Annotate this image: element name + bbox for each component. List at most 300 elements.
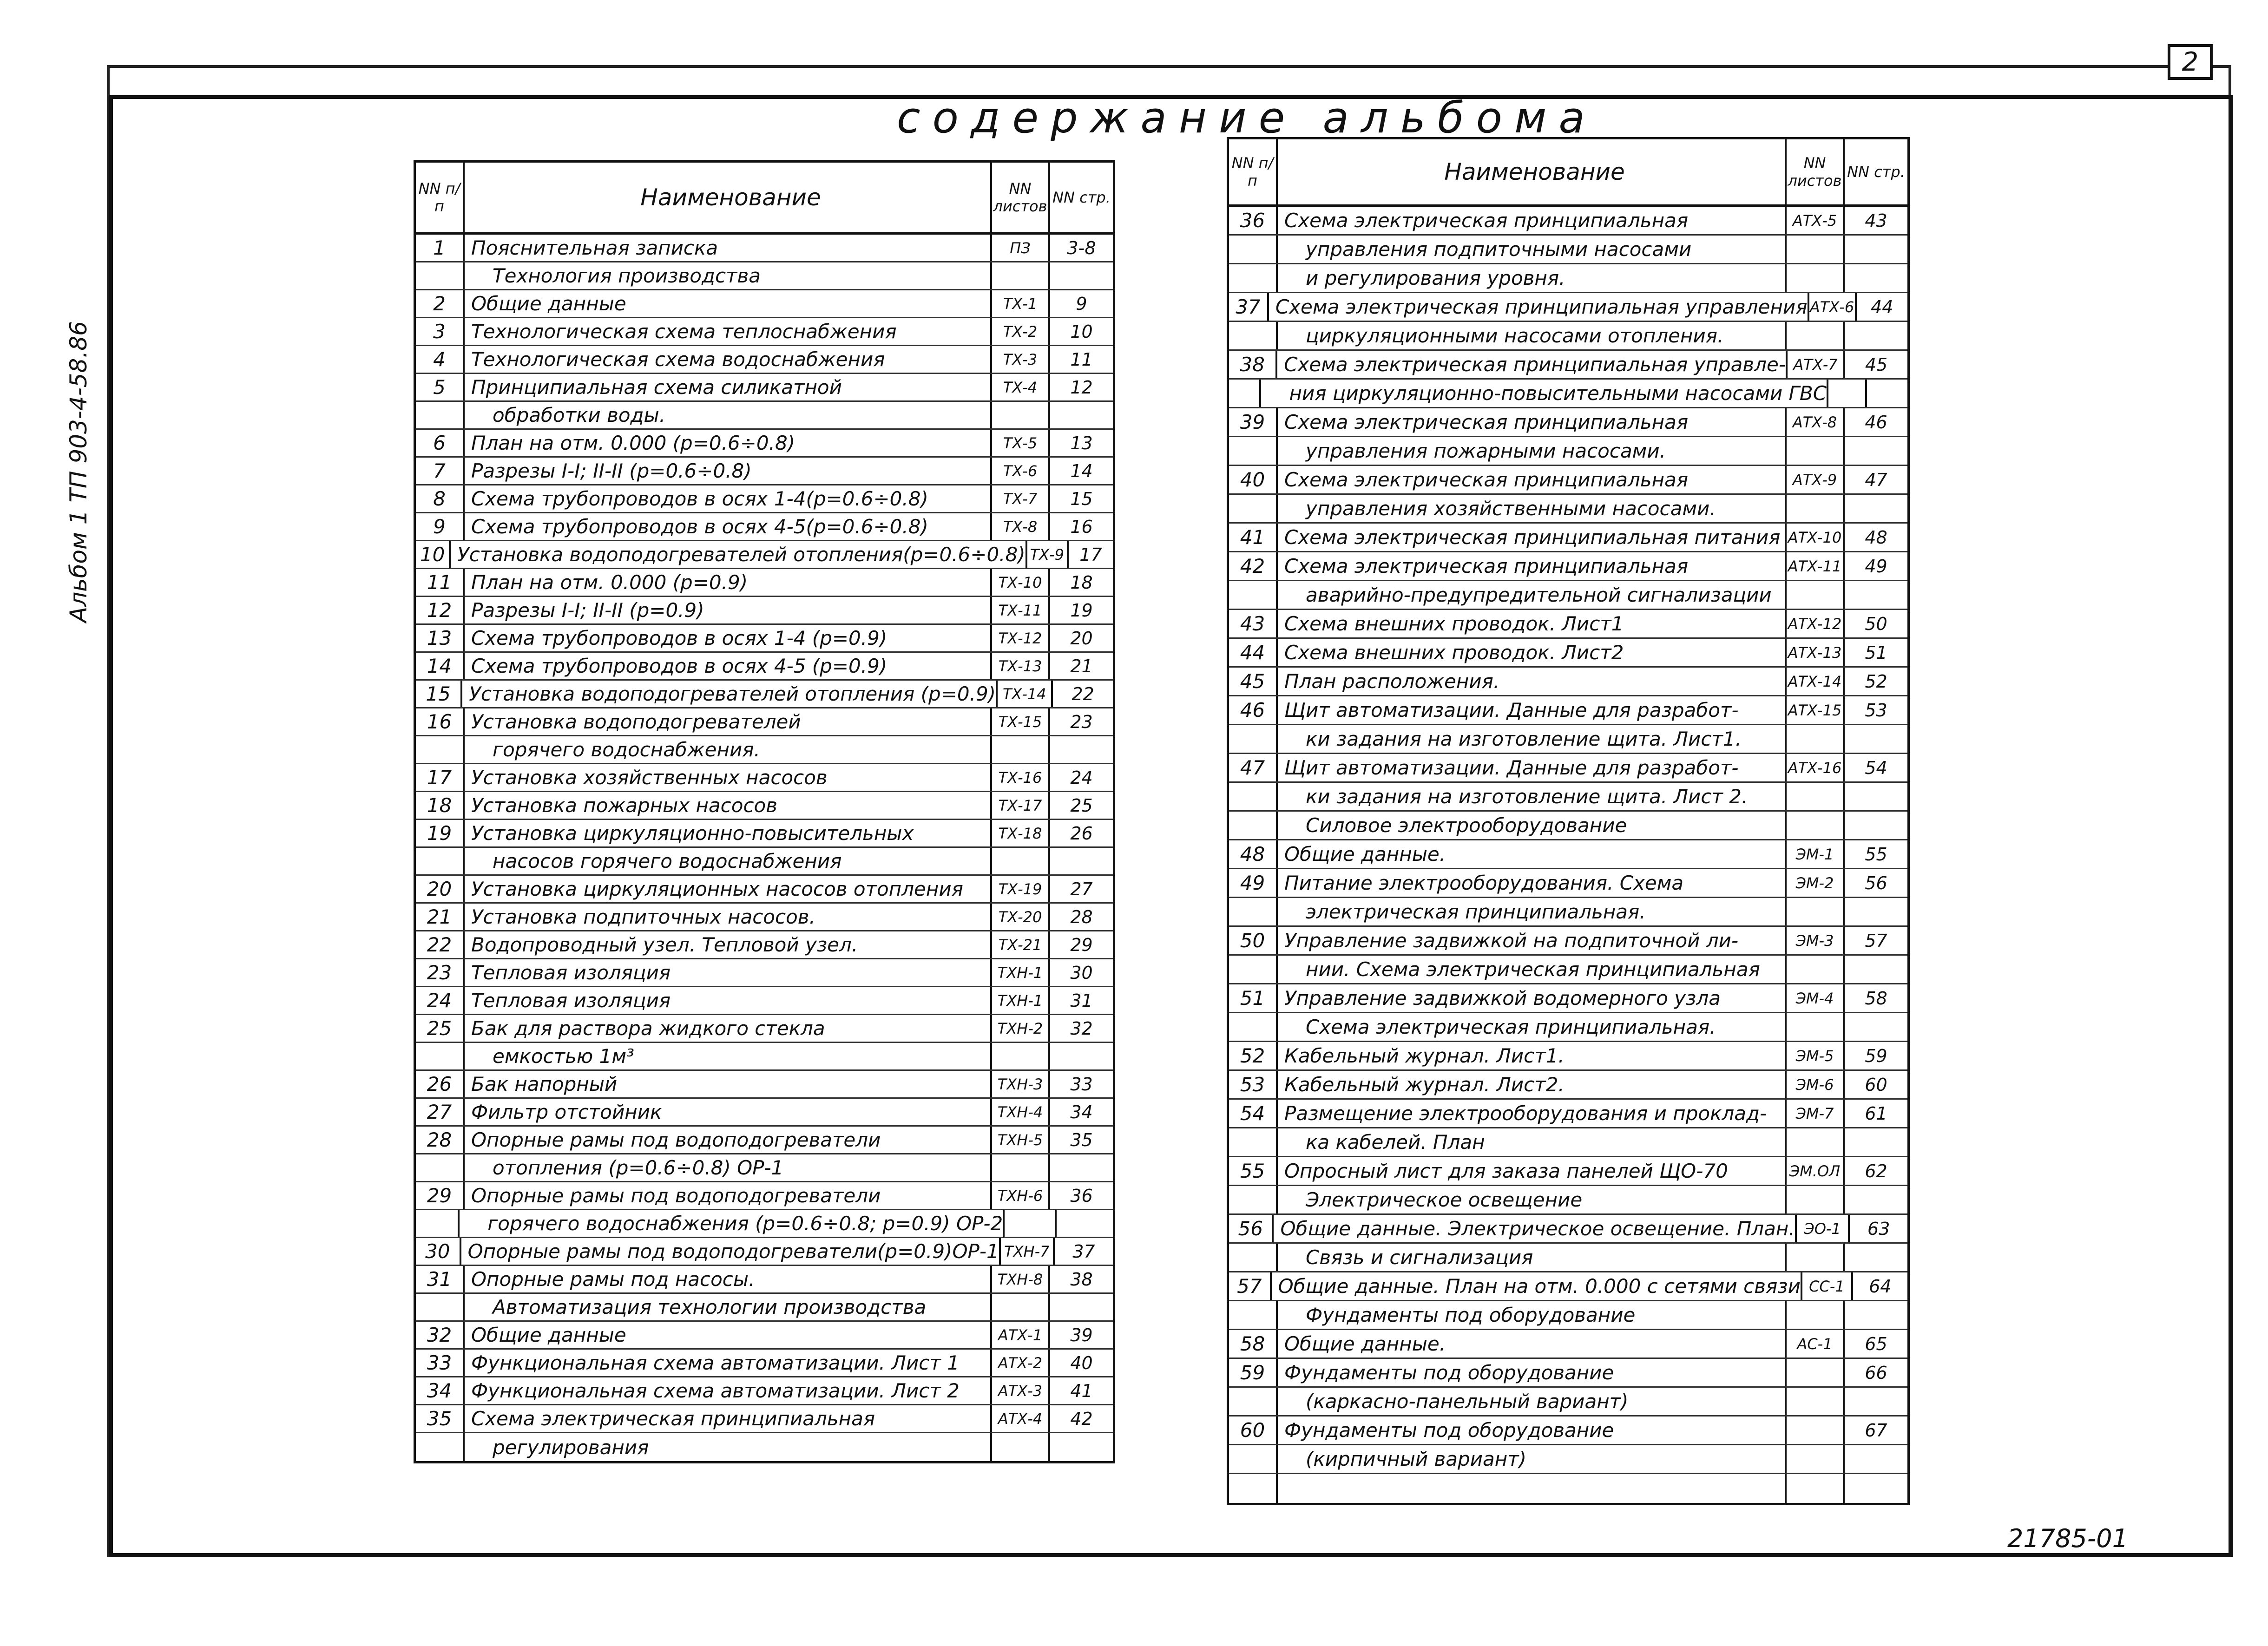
row-number: 53 xyxy=(1229,1071,1278,1098)
row-name: Опорные рамы под насосы. xyxy=(465,1266,992,1292)
row-sheet-code: ТХ-16 xyxy=(992,764,1050,791)
row-sheet-code: ЭО-1 xyxy=(1797,1215,1850,1242)
row-page: 51 xyxy=(1865,642,1887,663)
row-page: 12 xyxy=(1070,377,1093,398)
table-row xyxy=(416,1294,1113,1322)
row-page: 23 xyxy=(1070,711,1093,732)
row-name: Технология производства xyxy=(465,262,992,289)
row-number: 44 xyxy=(1229,639,1278,666)
table-row xyxy=(1229,984,1907,1013)
row-page: 52 xyxy=(1865,671,1887,692)
table-row xyxy=(1229,639,1907,668)
row-number: 32 xyxy=(416,1322,465,1348)
table-row xyxy=(1229,956,1907,984)
row-sheet-code: АТХ-15 xyxy=(1787,696,1845,724)
row-page: 46 xyxy=(1865,412,1887,433)
row-number: 24 xyxy=(416,987,465,1014)
row-number xyxy=(1229,898,1278,925)
row-number xyxy=(1229,264,1278,292)
row-name: Схема электрическая принципиальная xyxy=(1278,408,1787,436)
table-row xyxy=(1229,466,1907,495)
row-name: Схема электрическая принципиальная xyxy=(1278,207,1787,234)
table-row xyxy=(416,1238,1113,1266)
row-sheet-code: ТХ-1 xyxy=(992,290,1050,317)
row-sheet-code: АТХ-14 xyxy=(1787,668,1845,695)
row-page: 32 xyxy=(1070,1018,1093,1039)
row-name: Установка хозяйственных насосов xyxy=(465,764,992,791)
table-row xyxy=(416,876,1113,904)
row-page: 57 xyxy=(1865,930,1887,951)
row-sheet-code xyxy=(992,1433,1050,1461)
row-name: Силовое электрооборудование xyxy=(1278,812,1787,839)
table-row xyxy=(1229,1388,1907,1416)
row-page xyxy=(1845,1445,1907,1473)
row-number: 7 xyxy=(416,458,465,484)
table-row xyxy=(1229,264,1907,293)
row-page: 28 xyxy=(1070,906,1093,927)
row-sheet-code: ТХ-19 xyxy=(992,876,1050,902)
row-page: 16 xyxy=(1070,516,1093,537)
row-name: Общие данные. План на отм. 0.000 с сетями связи xyxy=(1272,1272,1802,1300)
row-name: Схема трубопроводов в осях 4-5 (р=0.9) xyxy=(465,653,992,679)
row-page xyxy=(1845,1474,1907,1503)
row-page: 9 xyxy=(1076,293,1087,314)
row-number xyxy=(1229,1013,1278,1041)
row-page: 10 xyxy=(1070,321,1093,342)
row-sheet-code: ТХН-6 xyxy=(992,1182,1050,1209)
row-number: 26 xyxy=(416,1071,465,1097)
table-row xyxy=(1229,1474,1907,1503)
row-page: 40 xyxy=(1070,1352,1093,1373)
document-number: 21785-01 xyxy=(2007,1524,2128,1553)
row-number: 8 xyxy=(416,485,465,512)
row-sheet-code: ТХН-7 xyxy=(1001,1238,1055,1265)
table-row xyxy=(1229,380,1907,408)
row-page: 60 xyxy=(1865,1074,1887,1095)
row-page: 31 xyxy=(1070,990,1093,1011)
table-row xyxy=(1229,495,1907,524)
row-page: 35 xyxy=(1070,1129,1093,1150)
row-sheet-code: ЭМ-5 xyxy=(1787,1042,1845,1069)
row-number: 6 xyxy=(416,430,465,456)
row-name: Пояснительная записка xyxy=(465,235,992,261)
table-row xyxy=(416,1433,1113,1461)
table-row xyxy=(416,708,1113,736)
row-number: 15 xyxy=(416,681,462,707)
row-number: 42 xyxy=(1229,552,1278,580)
row-page xyxy=(1867,380,1908,407)
row-sheet-code xyxy=(1787,1359,1845,1386)
table-row xyxy=(1229,754,1907,783)
table-row xyxy=(1229,668,1907,696)
row-number: 17 xyxy=(416,764,465,791)
row-number: 2 xyxy=(416,290,465,317)
row-sheet-code: ТХ-8 xyxy=(992,513,1050,540)
row-name: управления хозяйственными насосами. xyxy=(1278,495,1787,522)
row-sheet-code: АТХ-7 xyxy=(1788,351,1845,378)
row-sheet-code: ТХ-10 xyxy=(992,569,1050,596)
row-sheet-code xyxy=(1787,322,1845,349)
row-name: Принципиальная схема силикатной xyxy=(465,374,992,400)
table-row xyxy=(416,736,1113,764)
row-sheet-code: АТХ-2 xyxy=(992,1350,1050,1376)
row-number: 55 xyxy=(1229,1157,1278,1185)
row-page xyxy=(1845,322,1907,349)
table-row xyxy=(1229,898,1907,927)
row-number: 20 xyxy=(416,876,465,902)
table-row xyxy=(1229,1301,1907,1330)
row-page: 43 xyxy=(1865,210,1887,231)
table-row xyxy=(1229,1244,1907,1272)
row-name: циркуляционными насосами отопления. xyxy=(1278,322,1787,349)
row-sheet-code xyxy=(992,262,1050,289)
row-number xyxy=(1229,322,1278,349)
row-name: Фундаменты под оборудование xyxy=(1278,1416,1787,1444)
page-title: содержание альбома xyxy=(897,93,1597,143)
row-number xyxy=(1229,725,1278,753)
table-row xyxy=(416,1405,1113,1433)
row-page: 20 xyxy=(1070,628,1093,649)
row-name: обработки воды. xyxy=(465,402,992,428)
table-row xyxy=(1229,610,1907,639)
row-page: 48 xyxy=(1865,527,1887,548)
table-row xyxy=(1229,351,1907,380)
row-page: 45 xyxy=(1865,354,1888,375)
row-name: Общие данные xyxy=(465,1322,992,1348)
row-sheet-code: ТХН-3 xyxy=(992,1071,1050,1097)
row-page: 67 xyxy=(1865,1420,1887,1441)
row-page: 62 xyxy=(1865,1161,1887,1181)
row-sheet-code xyxy=(1787,1388,1845,1415)
row-page: 36 xyxy=(1070,1185,1093,1206)
row-number: 5 xyxy=(416,374,465,400)
row-number: 46 xyxy=(1229,696,1278,724)
row-sheet-code xyxy=(1787,495,1845,522)
row-page: 50 xyxy=(1865,613,1887,634)
table-row xyxy=(416,1043,1113,1071)
header-no: NN п/п xyxy=(1229,139,1278,204)
row-sheet-code: ТХ-15 xyxy=(992,708,1050,735)
row-number: 34 xyxy=(416,1377,465,1404)
row-number: 47 xyxy=(1229,754,1278,781)
row-name: отопления (р=0.6÷0.8) ОР-1 xyxy=(465,1154,992,1181)
row-name: Размещение электрооборудования и проклад- xyxy=(1278,1100,1787,1127)
row-page: 15 xyxy=(1070,488,1093,509)
row-page xyxy=(1845,1301,1907,1329)
row-sheet-code xyxy=(992,1154,1050,1181)
row-number: 27 xyxy=(416,1099,465,1125)
row-number xyxy=(1229,495,1278,522)
row-page: 44 xyxy=(1871,296,1893,317)
row-number: 22 xyxy=(416,931,465,958)
row-name: Фундаменты под оборудование xyxy=(1278,1359,1787,1386)
row-number: 3 xyxy=(416,318,465,345)
table-row xyxy=(1229,927,1907,956)
row-sheet-code xyxy=(1787,1128,1845,1156)
row-name: Схема внешних проводок. Лист2 xyxy=(1278,639,1787,666)
table-row xyxy=(1229,437,1907,466)
row-sheet-code: АТХ-6 xyxy=(1809,293,1857,321)
row-page: 42 xyxy=(1070,1408,1093,1429)
row-name: Общие данные. xyxy=(1278,1330,1787,1357)
table-row xyxy=(1229,840,1907,869)
row-page xyxy=(1050,1294,1113,1320)
row-sheet-code: ТХН-1 xyxy=(992,959,1050,986)
row-page: 58 xyxy=(1865,988,1887,1009)
row-name: электрическая принципиальная. xyxy=(1278,898,1787,925)
row-number: 56 xyxy=(1229,1215,1274,1242)
table-row xyxy=(416,820,1113,848)
row-name: Функциональная схема автоматизации. Лист 1 xyxy=(465,1350,992,1376)
row-page xyxy=(1845,725,1907,753)
row-sheet-code: АТХ-12 xyxy=(1787,610,1845,637)
row-number xyxy=(1229,1388,1278,1415)
row-name: ка кабелей. План xyxy=(1278,1128,1787,1156)
row-page: 66 xyxy=(1865,1362,1887,1383)
row-sheet-code: ЭМ.ОЛ xyxy=(1787,1157,1845,1185)
row-sheet-code: ТХН-1 xyxy=(992,987,1050,1014)
row-name: Схема электрическая принципиальная xyxy=(1278,466,1787,493)
row-name: Установка циркуляционно-повысительных xyxy=(465,820,992,846)
row-number: 54 xyxy=(1229,1100,1278,1127)
row-sheet-code: ЭМ-6 xyxy=(1787,1071,1845,1098)
table-row xyxy=(1229,1445,1907,1474)
table-row xyxy=(416,597,1113,625)
row-number xyxy=(1229,1186,1278,1213)
row-name: Схема электрическая принципиальная управле- xyxy=(1277,351,1788,378)
row-name: Схема электрическая принципиальная. xyxy=(1278,1013,1787,1041)
table-row xyxy=(1229,783,1907,812)
row-number: 58 xyxy=(1229,1330,1278,1357)
table-row xyxy=(1229,293,1907,322)
row-sheet-code xyxy=(1787,1301,1845,1329)
row-page: 24 xyxy=(1070,767,1093,788)
row-sheet-code: АС-1 xyxy=(1787,1330,1845,1357)
row-name: Технологическая схема водоснабжения xyxy=(465,346,992,373)
row-page: 19 xyxy=(1070,600,1093,621)
row-name: Схема трубопроводов в осях 4-5(р=0.6÷0.8) xyxy=(465,513,992,540)
table-row xyxy=(416,513,1113,541)
row-name: Схема электрическая принципиальная xyxy=(465,1405,992,1432)
table-row xyxy=(416,653,1113,681)
row-name: Кабельный журнал. Лист2. xyxy=(1278,1071,1787,1098)
table-row xyxy=(416,1322,1113,1350)
row-page: 41 xyxy=(1070,1380,1093,1401)
row-name: Общие данные. xyxy=(1278,840,1787,868)
row-number: 11 xyxy=(416,569,465,596)
row-number: 21 xyxy=(416,904,465,930)
row-sheet-code: ТХ-7 xyxy=(992,485,1050,512)
table-row xyxy=(1229,1013,1907,1042)
table-header xyxy=(1229,139,1907,207)
table-row xyxy=(1229,1186,1907,1215)
row-name: Установка подпиточных насосов. xyxy=(465,904,992,930)
row-page xyxy=(1050,262,1113,289)
page-number: 2 xyxy=(2168,44,2213,80)
row-sheet-code xyxy=(1787,898,1845,925)
row-number xyxy=(416,402,465,428)
row-name: Схема трубопроводов в осях 1-4 (р=0.9) xyxy=(465,625,992,651)
row-number xyxy=(1229,581,1278,609)
row-name: Бак для раствора жидкого стекла xyxy=(465,1015,992,1042)
table-row xyxy=(416,764,1113,792)
row-page xyxy=(1057,1210,1113,1237)
row-sheet-code: ТХ-2 xyxy=(992,318,1050,345)
row-sheet-code: АТХ-4 xyxy=(992,1405,1050,1432)
row-sheet-code: ТХ-20 xyxy=(992,904,1050,930)
row-page xyxy=(1845,1013,1907,1041)
table-row xyxy=(416,792,1113,820)
row-number: 12 xyxy=(416,597,465,623)
row-number: 43 xyxy=(1229,610,1278,637)
table-row xyxy=(416,904,1113,931)
row-sheet-code xyxy=(1787,236,1845,263)
row-name: Схема электрическая принципиальная управления xyxy=(1269,293,1809,321)
table-row xyxy=(416,1377,1113,1405)
row-name: Схема внешних проводок. Лист1 xyxy=(1278,610,1787,637)
table-row xyxy=(416,848,1113,876)
table-row xyxy=(416,1154,1113,1182)
table-header xyxy=(416,163,1113,235)
row-page: 11 xyxy=(1070,349,1093,370)
row-name: Тепловая изоляция xyxy=(465,987,992,1014)
table-row xyxy=(416,1071,1113,1099)
table-row xyxy=(1229,1100,1907,1128)
row-name: План на отм. 0.000 (р=0.9) xyxy=(465,569,992,596)
row-page: 21 xyxy=(1070,656,1093,676)
row-page xyxy=(1845,1244,1907,1271)
row-page xyxy=(1845,1388,1907,1415)
row-number: 39 xyxy=(1229,408,1278,436)
row-sheet-code: ТХ-12 xyxy=(992,625,1050,651)
table-body xyxy=(416,235,1113,1461)
row-sheet-code xyxy=(992,1043,1050,1069)
row-name: План на отм. 0.000 (р=0.6÷0.8) xyxy=(465,430,992,456)
row-number: 28 xyxy=(416,1127,465,1153)
row-number xyxy=(1229,437,1278,465)
table-row xyxy=(1229,725,1907,754)
row-name: Водопроводный узел. Тепловой узел. xyxy=(465,931,992,958)
header-no: NN п/п xyxy=(416,163,465,232)
row-name: План расположения. xyxy=(1278,668,1787,695)
row-number xyxy=(416,848,465,874)
table-row xyxy=(416,458,1113,485)
table-row xyxy=(1229,1128,1907,1157)
table-row xyxy=(416,1099,1113,1127)
row-sheet-code xyxy=(992,1294,1050,1320)
row-name: Опорные рамы под водоподогреватели xyxy=(465,1127,992,1153)
row-name: Функциональная схема автоматизации. Лист 2 xyxy=(465,1377,992,1404)
row-sheet-code: АТХ-16 xyxy=(1787,754,1845,781)
row-page xyxy=(1845,236,1907,263)
row-page: 56 xyxy=(1865,872,1887,893)
row-number: 49 xyxy=(1229,869,1278,897)
row-number: 10 xyxy=(416,541,451,568)
row-number: 57 xyxy=(1229,1272,1272,1300)
table-row xyxy=(416,374,1113,402)
table-row xyxy=(416,1015,1113,1043)
row-page: 39 xyxy=(1070,1325,1093,1345)
row-page: 37 xyxy=(1072,1241,1095,1262)
row-sheet-code: СС-1 xyxy=(1802,1272,1853,1300)
row-number: 25 xyxy=(416,1015,465,1042)
row-page xyxy=(1845,812,1907,839)
row-page xyxy=(1845,783,1907,810)
row-name: и регулирования уровня. xyxy=(1278,264,1787,292)
row-name: Фундаменты под оборудование xyxy=(1278,1301,1787,1329)
row-page xyxy=(1050,402,1113,428)
row-sheet-code: ЭМ-2 xyxy=(1787,869,1845,897)
row-number: 29 xyxy=(416,1182,465,1209)
row-number: 45 xyxy=(1229,668,1278,695)
table-row xyxy=(1229,1157,1907,1186)
row-sheet-code: АТХ-10 xyxy=(1787,524,1845,551)
row-number xyxy=(416,1210,460,1237)
row-page xyxy=(1845,495,1907,522)
row-sheet-code xyxy=(1787,725,1845,753)
table-row xyxy=(416,346,1113,374)
row-number xyxy=(416,262,465,289)
row-sheet-code: ТХ-4 xyxy=(992,374,1050,400)
row-page xyxy=(1845,898,1907,925)
row-name: Бак напорный xyxy=(465,1071,992,1097)
row-sheet-code xyxy=(1787,812,1845,839)
row-name: Технологическая схема теплоснабжения xyxy=(465,318,992,345)
row-number: 35 xyxy=(416,1405,465,1432)
row-name: Связь и сигнализация xyxy=(1278,1244,1787,1271)
row-number: 52 xyxy=(1229,1042,1278,1069)
table-row xyxy=(1229,1215,1907,1244)
table-row xyxy=(1229,552,1907,581)
row-sheet-code xyxy=(1787,1013,1845,1041)
table-row xyxy=(1229,581,1907,610)
header-page: NN стр. xyxy=(1847,163,1905,181)
row-name: (кирпичный вариант) xyxy=(1278,1445,1787,1473)
row-number: 37 xyxy=(1229,293,1269,321)
row-name: управления пожарными насосами. xyxy=(1278,437,1787,465)
row-name: ния циркуляционно-повысительными насосами ГВС xyxy=(1261,380,1828,407)
row-sheet-code: АТХ-5 xyxy=(1787,207,1845,234)
table-row xyxy=(1229,1416,1907,1445)
row-page: 30 xyxy=(1070,962,1093,983)
row-number: 60 xyxy=(1229,1416,1278,1444)
row-sheet-code: ТХ-17 xyxy=(992,792,1050,819)
row-page: 27 xyxy=(1070,879,1093,899)
row-sheet-code: ТХ-9 xyxy=(1027,541,1069,568)
row-name: Общие данные. Электрическое освещение. План. xyxy=(1274,1215,1796,1242)
row-number xyxy=(1229,380,1261,407)
row-page: 34 xyxy=(1070,1102,1093,1122)
row-sheet-code: АТХ-3 xyxy=(992,1377,1050,1404)
row-number xyxy=(416,1154,465,1181)
row-page: 13 xyxy=(1070,433,1093,453)
row-page xyxy=(1050,848,1113,874)
row-page: 17 xyxy=(1079,544,1102,565)
row-name xyxy=(1278,1474,1787,1503)
row-name: Автоматизация технологии производства xyxy=(465,1294,992,1320)
row-number: 38 xyxy=(1229,351,1277,378)
row-sheet-code xyxy=(1787,783,1845,810)
row-number: 48 xyxy=(1229,840,1278,868)
row-number: 13 xyxy=(416,625,465,651)
header-page: NN стр. xyxy=(1052,189,1111,206)
row-sheet-code: ТХ-3 xyxy=(992,346,1050,373)
row-number: 33 xyxy=(416,1350,465,1376)
row-page: 22 xyxy=(1072,683,1094,704)
table-row xyxy=(1229,408,1907,437)
row-sheet-code: ЭМ-7 xyxy=(1787,1100,1845,1127)
row-page: 61 xyxy=(1865,1103,1887,1124)
